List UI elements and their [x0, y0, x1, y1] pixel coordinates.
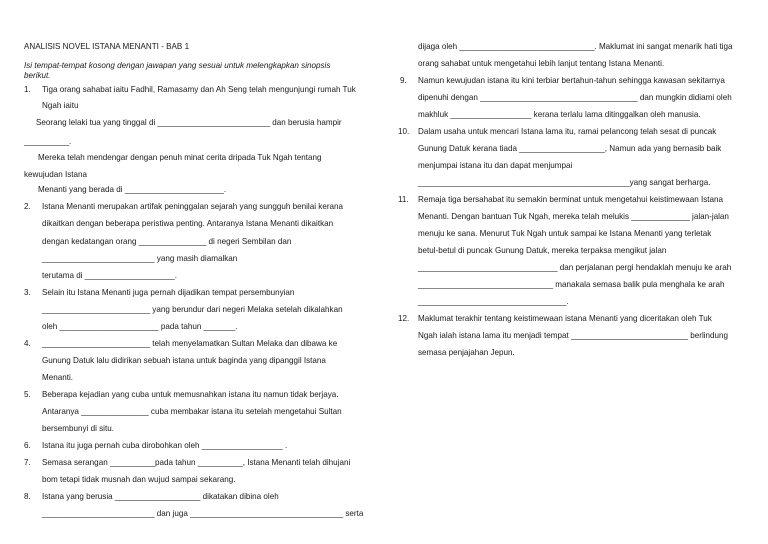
question-text: Remaja tiga bersahabat itu semakin berminat untuk mengetahui keistimewaan Istana — [418, 195, 724, 204]
question-text: kewujudan Istana — [24, 170, 87, 179]
question-number: 12. — [398, 314, 410, 323]
question-text: orang sahabat untuk mengetahui lebih lanjut tentang Istana Menanti. — [418, 59, 665, 68]
question-text: Istana itu juga pernah cuba dirobohkan oleh __________________ . — [42, 441, 288, 450]
question-number: 10. — [398, 127, 410, 136]
question-text: _________________________ dan juga __________________________________ serta — [42, 509, 364, 518]
question-number: 4. — [24, 339, 31, 348]
question-text: oleh ______________________ pada tahun _______. — [42, 322, 238, 331]
question-number: 6. — [24, 441, 31, 450]
question-text: dipenuhi dengan ___________________________________ dan mungkin didiami oleh — [418, 93, 732, 102]
question-text: Gunung Datuk lalu didirikan sebuah istana untuk baginda yang dipanggil Istana — [42, 356, 326, 365]
question-text: _______________________________ dan perjalanan pergi hendaklah menuju ke arah — [418, 263, 732, 272]
question-text: Selain itu Istana Menanti juga pernah dijadikan tempat persembunyian — [42, 288, 295, 297]
question-text: Gunung Datuk kerana tiada ___________________, Namun ada yang bernasib baik — [418, 144, 722, 153]
question-number: 7. — [24, 458, 31, 467]
question-text: Antaranya _______________ cuba membakar istana itu setelah mengetahui Sultan — [42, 407, 342, 416]
question-text: makhluk __________________ kerana terlalu lama ditinggalkan oleh manusia. — [418, 110, 701, 119]
question-text: dikaitkan dengan beberapa peristiwa penting. Antaranya Istana Menanti dikaitkan — [42, 219, 334, 228]
question-number: 9. — [400, 76, 407, 85]
question-text: dijaga oleh ______________________________. Maklumat ini sangat menarik hati tiga — [418, 42, 733, 51]
question-text: terutama di ____________________. — [42, 271, 178, 280]
question-text: _______________________________________________yang sangat berharga. — [418, 178, 711, 187]
question-text: Dalam usaha untuk mencari Istana lama itu, ramai pelancong telah sesat di puncak — [418, 127, 717, 136]
worksheet-title: ANALISIS NOVEL ISTANA MENANTI - BAB 1 — [24, 42, 190, 51]
question-number: 2. — [24, 202, 31, 211]
question-text: Beberapa kejadian yang cuba untuk memusnahkan istana itu namun tidak berjaya. — [42, 390, 339, 399]
question-text: Semasa serangan __________pada tahun __________, Istana Menanti telah dihujani — [42, 458, 351, 467]
question-text: Ngah ialah istana lama itu menjadi tempat __________________________ berlindung — [418, 331, 729, 340]
question-text: Menanti. Dengan bantuan Tuk Ngah, mereka telah melukis _____________ jalan-jalan — [418, 212, 729, 221]
question-number: 5. — [24, 390, 31, 399]
question-text: Mereka telah mendengar dengan penuh minat cerita dripada Tuk Ngah tentang — [38, 153, 322, 162]
question-text: menjumpai istana itu dan dapat menjumpai — [418, 161, 573, 170]
instruction-line: berikut. — [24, 71, 51, 80]
question-text: ________________________ yang berundur dari negeri Melaka setelah dikalahkan — [42, 305, 343, 314]
question-number: 11. — [398, 195, 409, 204]
question-text: ________________________ telah menyelamatkan Sultan Melaka dan dibawa ke — [42, 339, 338, 348]
question-text: bom tetapi tidak musnah dan wujud sampai sekarang. — [42, 475, 236, 484]
question-text: Istana yang berusia ___________________ dikatakan dibina oleh — [42, 492, 279, 501]
question-text: menuju ke sana. Menurut Tuk Ngah untuk sampai ke Istana Menanti yang terletak — [418, 229, 712, 238]
question-text: Namun kewujudan istana itu kini terbiar bertahun-tahun sehingga kawasan sekitarnya — [418, 76, 725, 85]
question-text: semasa penjajahan Jepun. — [418, 348, 515, 357]
question-text: dengan kedatangan orang _______________ di negeri Sembilan dan — [42, 237, 292, 246]
question-text: bersembunyi di situ. — [42, 424, 114, 433]
question-text: _________________________ yang masih diamalkan — [42, 254, 238, 263]
question-text: Ngah iaitu — [42, 101, 79, 110]
question-number: 3. — [24, 288, 31, 297]
question-text: Tiga orang sahabat iaitu Fadhil, Ramasamy dan Ah Seng telah mengunjungi rumah Tuk — [42, 85, 356, 94]
question-number: 1. — [24, 85, 31, 94]
question-number: 8. — [24, 492, 31, 501]
question-text: Maklumat terakhir tentang keistimewaan istana Menanti yang diceritakan oleh Tuk — [418, 314, 712, 323]
question-text: Menanti yang berada di ______________________. — [38, 185, 227, 194]
question-text: Seorang lelaki tua yang tinggal di _________________________ dan berusia hampir — [36, 118, 342, 127]
question-text: Menanti. — [42, 373, 74, 382]
question-text: _________________________________. — [418, 297, 569, 306]
instruction-line: Isi tempat-tempat kosong dengan jawapan yang sesuai untuk melengkapkan sinopsis — [24, 61, 331, 70]
question-text: __________. — [24, 137, 72, 146]
question-text: ______________________________ manakala semasa balik pula menghala ke arah — [418, 280, 725, 289]
question-text: betul-betul di puncak Gunung Datuk, mereka terpaksa mengikut jalan — [418, 246, 667, 255]
question-text: Istana Menanti merupakan artifak peninggalan sejarah yang sungguh benilai kerana — [42, 202, 344, 211]
